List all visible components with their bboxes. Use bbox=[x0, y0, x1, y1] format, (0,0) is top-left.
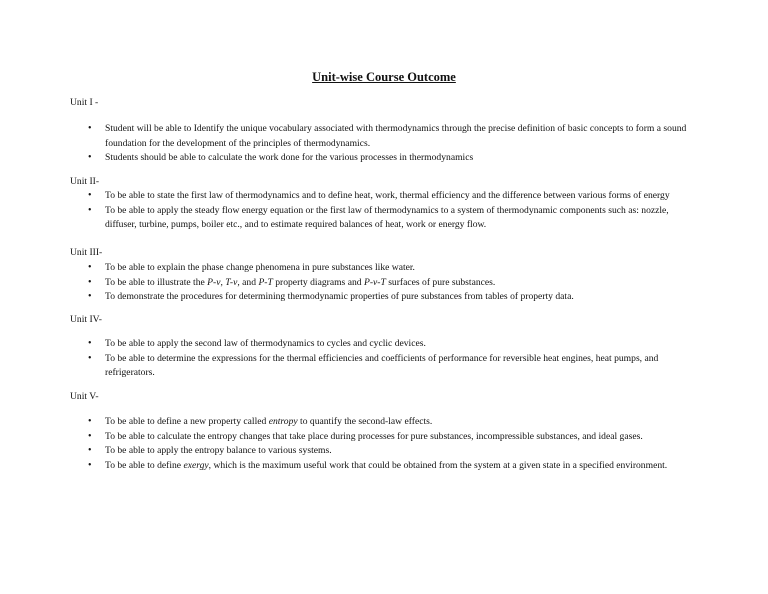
unit-1-list bbox=[0, 122, 697, 166]
unit-3-list bbox=[0, 261, 697, 305]
unit-2-list bbox=[0, 189, 697, 233]
unit-4-list bbox=[0, 337, 697, 381]
list-item: • To be able to explain the phase change phenomena in pure substances like water. bbox=[0, 261, 697, 276]
list-item: • To be able to define a new property called entropy to quantify the second-law effects. bbox=[0, 415, 697, 430]
list-item: • To be able to apply the second law of thermodynamics to cycles and cyclic devices. bbox=[0, 337, 697, 352]
unit-3-label: Unit III- bbox=[70, 247, 103, 258]
list-item: • To be able to determine the expressions for the thermal efficiencies and coefficients of performance for reversible heat engines, heat pumps, and refrigerators. bbox=[0, 352, 697, 381]
unit-1-label: Unit I - bbox=[70, 97, 99, 108]
unit-2-label: Unit II- bbox=[70, 176, 100, 187]
list-item: • Student will be able to Identify the unique vocabulary associated with thermodynamics through the precise definition of basic concepts to form a sound foundation for the development of the principles of thermodynamics. bbox=[0, 122, 697, 151]
page-title: Unit-wise Course Outcome bbox=[312, 70, 456, 84]
unit-4-label: Unit IV- bbox=[70, 314, 102, 325]
list-item: • To be able to calculate the entropy changes that take place during processes for pure substances, incompressible substances, and ideal gases. bbox=[0, 430, 697, 445]
list-item: • To be able to state the first law of thermodynamics and to define heat, work, thermal efficiency and the difference between various forms of energy bbox=[0, 189, 697, 204]
unit-5-list bbox=[0, 415, 697, 473]
unit-5-label: Unit V- bbox=[70, 391, 99, 402]
list-item: • To demonstrate the procedures for determining thermodynamic properties of pure substances from tables of property data. bbox=[0, 290, 697, 305]
list-item: • To be able to define exergy, which is the maximum useful work that could be obtained from the system at a given state in a specified environment. bbox=[0, 459, 697, 474]
list-item: • To be able to illustrate the P-v, T-v, and P-T property diagrams and P-v-T surfaces of pure substances. bbox=[0, 276, 697, 291]
list-item: • To be able to apply the entropy balance to various systems. bbox=[0, 444, 697, 459]
list-item: • To be able to apply the steady flow energy equation or the first law of thermodynamics to a system of thermodynamic components such as: nozzle, diffuser, turbine, pumps, boiler etc., and to estimate required balances of heat, work or energy flow. bbox=[0, 204, 697, 233]
list-item: • Students should be able to calculate the work done for the various processes in thermodynamics bbox=[0, 151, 697, 166]
